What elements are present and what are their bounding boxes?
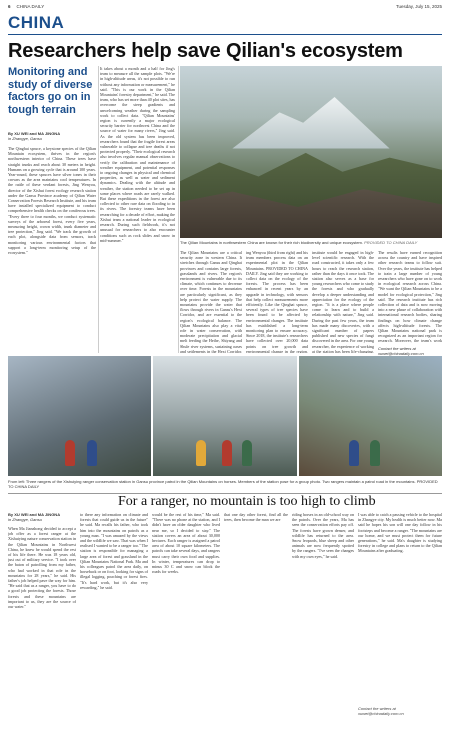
ranger-figure [87, 440, 97, 466]
main-byline-place: in Zhangye, Gansu [8, 136, 42, 141]
main-col-6: The results have earned recognition across the country and have inspired other research teams to follow suit. Over the years, the institute has helped to train a large number of young researchers who have gone on to work in ecological research across China. "We want the Qilian Mountains to be a model for ecological protection," Jing said. The research institute has rich collection of data and is now moving into a new phase of collaboration with international research bodies, sharing findings on how climate change affects high-altitude forests. The Qilian Mountains national park is recognized as an important region for research. Moreover, the team's work [378, 250, 442, 344]
second-headline: For a ranger, no mountain is too high to climb [118, 494, 376, 509]
main-col-1: The Qinghai spruce, a keystone species of the Qilian Mountain ecosystem, thrives in the region's northwestern interior of China. These trees have straight trunks and reach about 30 meters in height. Humans on a growing cycle that is around 100 years. Year-round, these spruces have silver tones in their crowns as the area maintains cool temperatures. In the rattle of these verdant forests, Jing Wenyou, director of the Xishui forest ecology research station under the Gansu Province academy of Qilian Water Conservation Forests Research Institute, and his team have installed specialized equipment to conduct comprehensive health checks on the coniferous trees. "Every three to four months, we conduct systematic surveys of the arboreal forest, every five years, measuring height, crown width, trunk diameter and tree protection," Jing said. "We track the growth of each plot, alongside data from sensors, track monitoring various environmental factors that support a long-term monitoring setup of the ecosystem." [8, 146, 96, 256]
second-col-2: to there any information on climate and forests that could guide us in the future" he said. Ma recalls his father, who took him into the mountains on patrols as a young man. "I was amazed by the views and the wildlife we saw. That was when I realised I wanted to be a ranger too." The station is responsible for managing a large area of forest and grassland in the Qilian Mountains National Park. Ma and his colleagues patrol the area daily, on horseback or on foot, looking for signs of illegal logging, poaching or forest fires. "It's hard work, but it's also very rewarding," he said. [80, 512, 148, 590]
section-rule [8, 34, 442, 35]
ranger-figure [222, 440, 232, 466]
second-col-5: riding horses in an old-school way on the patrols. Over the years, Ma has seen the conservation efforts pay off. The forests have grown denser, and wildlife has returned to the area. Snow leopards, blue sheep and other animals are now frequently spotted by the rangers. "I've seen the changes with my own eyes," he said. [292, 512, 354, 559]
ranger-figure [196, 440, 206, 466]
main-col-3: The Qilian Mountains are a critical security zone in western China. It stretches through Gansu and Qinghai provinces and contains large forests, grasslands and rivers. The region's environment is vulnerable due to its climate, which continues to decrease over time. Forests in the mountains are particularly significant, as they help protect the water supply. The mountains provide the water that flows through rivers in Gansu's Hexi Corridor, and are essential to the region's ecological balance. The Qilian Mountains also play a vital role in water conservation, with moderate precipitation and glacial melt feeding the Heihe, Shiyang and Shule river systems, sustaining oases and settlements in the Hexi Corridor. [180, 250, 242, 353]
landscape-caption-text: The Qilian Mountains in northwestern China are known for their rich biodiversity and unique ecosystem. [180, 240, 363, 245]
ranger-figure [242, 440, 252, 466]
publication-name: CHINA DAILY [16, 3, 45, 9]
ranger-figure [349, 440, 359, 466]
second-contact: Contact the writers at xuwei@chinadaily.com.cn [358, 706, 404, 716]
second-col-3: would be the rest of his time," Ma said. "There was no phone at the station, and I didn't have an older daughter who lived near me, so I decided to stay." The station covers an area of about 30,000 hectares. Each ranger is assigned a patrol area of about 10 square kilometers. The patrols can take several days, and rangers must carry their own food and supplies. In winter, temperatures can drop to minus 30 C and snow can block the roads for weeks. [152, 512, 220, 575]
station-group-photo [153, 356, 296, 476]
photo-strip-caption: From left: Three rangers of the Xishuiying ranger conservation station in Gansu province patrol in the Qilian Mountains on horses. Members of the station pose for a group photo. Two rangers maintain a patrol road in the mountains. PROVIDED TO CHINA DAILY [8, 479, 438, 489]
main-byline [8, 131, 96, 141]
snow-peak-shape [232, 97, 389, 149]
main-headline: Researchers help save Qilian's ecosystem [8, 40, 403, 62]
main-byline-names: By XU WEI and MA JINGNA [8, 131, 61, 136]
second-col-4: that one day other forest, find all the trees, then become the man we are [224, 512, 288, 523]
main-col-2: It takes about a month and a half for Jing's team to measure all the sample plots. "We're in high-altitude areas, it's not possible to run without any information or measurement," he said. "This is our work in the Qilian Mountains' forestry department," he said. The team, who has set more than 40 plot sites, has overcome the steep gradients and unwelcoming weather during the sampling work to collect data. "Qilian Mountains' region is currently a major ecological security barrier for northwest China and the source of water for many rivers," Jing said. As the old system has been improved, researchers found that the fragile forest areas vulnerable to collapse and tree deaths if not protected properly. "Their ecological research also involves regular manual observations to verify the calibration and maintenance of weather equipment, and potential responses to ongoing changes in physical and chemical properties, as well as water and sediment dynamics. Dealing with the altitude and weather, the station needed to be set up in some places where roads are rarely walked. But these expeditions in the forest are also collected to other rare data on flooding to in its rivers. The forestry teams have been researching for a decade of effort, making the Xishui team a national leader in ecological research. During such fieldwork, it's not unusual for researchers to also encounter conditions such as rock slides and snow in mid-summer." [100, 66, 175, 243]
second-byline-place: in Zhangye, Gansu [8, 517, 42, 522]
second-col-1: When Ma Jianzhong decided to accept a job offer as a forest ranger at the Xishuiying nature conservation station in the Qilian Mountains in Northwest China, he knew he would spend the rest of his life there. He was 18 years old, just out of military service. "I took over the baton of patrolling from my father, who had worked in that role in the mountains for 28 years," he said. His father's job helped pave the way for him. "He said that as a ranger, you have to do a good job protecting the forests. Those forests and these mountains are important to us, they are the source of our water." [8, 526, 76, 610]
column-divider [98, 66, 99, 353]
patrol-road-photo [299, 356, 442, 476]
column-divider [178, 66, 179, 353]
masthead-bar [8, 0, 442, 12]
landscape-photo-credit: PROVIDED TO CHINA DAILY [364, 240, 418, 245]
second-col-6: I was able to catch a passing vehicle to the hospital in Zhangye city. My health is much better now. Ma said he hopes his son will one day follow in his footsteps and become a ranger. "The mountains are our home, and we must protect them for future generations," he said. Ma's daughter is studying forestry in college and plans to return to the Qilian Mountains after graduating. [358, 512, 442, 554]
ranger-figure [370, 440, 380, 466]
issue-date: Tuesday, July 15, 2025 [395, 3, 442, 9]
qilian-landscape-photo [180, 66, 442, 238]
rangers-photo-strip [8, 356, 442, 476]
page-number: 6 [8, 3, 11, 9]
main-col-4: ing Wenyou (third from right) and his team members process data on an experimental plot in the Qilian Mountains. PROVIDED TO CHINA DAILY. Jing said they are working to collect data on the ecology of the forests. The process has been enhanced in recent years by an upgrade in technology, with sensors that help collect measurements more efficiently. Like the Qinghai spruce, several types of tree species have been found to be affected by environmental changes. The institute has established a long-term monitoring plan to ensure accuracy. Since 2018, the institute's researchers have collected over 20,000 data points on tree growth and environmental change in the region. [246, 250, 308, 353]
main-deck: Monitoring and study of diverse factors go on in tough terrain [8, 66, 93, 116]
second-byline-names: By XU WEI and MA JINGNA [8, 512, 61, 517]
second-byline [8, 512, 78, 522]
main-col-5: institute would be engaged in high-level scientific research. With the road constructed, it takes only a few hours to reach the research station, rather than the days it once took. The station also serves as a base for young researchers who come to study the forests and who gradually develop a deeper understanding and appreciation for the ecology of the region. "It is a place where people come to learn and to build a relationship with nature," Jing said. During the past few years, the team has made many discoveries, with a significant number of papers published and new species of fungi discovered in the area. For one young researcher, the experience of working at the station has been life-changing. [312, 250, 374, 353]
rangers-on-horses-photo [8, 356, 151, 476]
ranger-figure [65, 440, 75, 466]
main-contact: Contact the writers at xuwei@chinadaily.com.cn [378, 346, 424, 356]
section-title: CHINA [8, 13, 65, 32]
landscape-photo-caption [180, 240, 442, 245]
